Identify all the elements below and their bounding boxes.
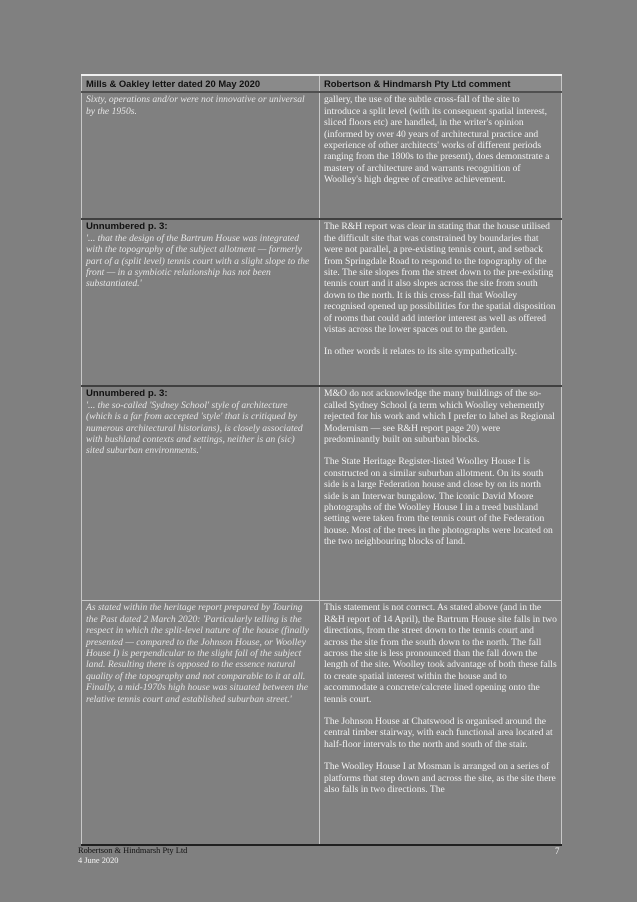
comment-paragraph: The State Heritage Register-listed Woolley House I is constructed on a similar suburban allotment. On its south side is a large Federation house and close by on its north side is an Interwar bungalow. The iconic David Moore photographs of the Woolley House I in a treed bushland setting were taken from the tennis court of the Federation house. Most of the trees in the photographs were located on the two neighbouring blocks of land. — [324, 456, 553, 548]
comment-paragraph: The Johnson House at Chatswood is organised around the central timber stairway, with each functional area located at half-floor intervals to the north and south of the stair. — [324, 716, 553, 750]
letter-excerpt-cell — [82, 386, 320, 601]
column-header-left: Mills & Oakley letter dated 20 May 2020 — [82, 75, 320, 92]
letter-excerpt-text: '... that the design of the Bartrum House was integrated with the topography of the subject allotment — formerly part of a (split level) tennis court with a slight slope to the front — in a symbiotic relationship has not been substantiated.' — [86, 232, 310, 290]
comment-paragraph: The R&H report was clear in stating that the house utilised the difficult site that was constrained by boundaries that were not parallel, a pre-existing tennis court, and setback from Springdale Road to respond to the topography of the site. The site slopes from the street down to the pre-existing tennis court and it also slopes across the site from south down to the north. It is this cross-fall that Woolley recognised opened up possibilities for the spatial disposition of rooms that could add interior interest as well as offered vistas across the lower spaces out to the garden. — [324, 221, 556, 336]
comment-cell — [320, 601, 562, 846]
comment-paragraph: In other words it relates to its site sympathetically. — [324, 346, 518, 358]
letter-excerpt-text: Sixty, operations and/or were not innovative or universal by the 1950s. — [86, 94, 305, 117]
comment-cell — [320, 386, 562, 601]
comment-paragraph: gallery, the use of the subtle cross-fall of the site to introduce a split level (with its consequent spatial interest, sliced floors etc) are handled, in the writer's opinion (informed by over 40 years of architectural practice and experience of other architects' works of different periods ranging from the 1800s to the present), does demonstrate a mastery of architecture and warrants recognition of Woolley's high degree of creative achievement. — [324, 94, 550, 186]
letter-excerpt-text: '... the so-called 'Sydney School' style of architecture (which is a far from accepted 'style' that is critiqued by numerous architectural historians), is closely associated with bushland contexts and settings, neither is an (sic) sited suburban environments.' — [86, 399, 303, 457]
page-reference: Unnumbered p. 3: — [86, 221, 168, 233]
table-header-row — [82, 75, 562, 92]
letter-excerpt-cell — [82, 92, 320, 219]
footer-company: Robertson & Hindmarsh Pty Ltd — [78, 846, 188, 855]
page-number: 7 — [555, 846, 560, 856]
comment-cell — [320, 92, 562, 219]
table-row — [82, 386, 562, 601]
table-row — [82, 219, 562, 386]
footer-date: 4 June 2020 — [78, 855, 119, 865]
page-reference: Unnumbered p. 3: — [86, 388, 168, 400]
comment-paragraph: This statement is not correct. As stated above (and in the R&H report of 14 April), the Bartrum House site falls in two directions, from the street down to the tennis court and across the site from the south down to the north. The fall across the site is less pronounced than the fall down the length of the site. Woolley took advantage of both these falls to create spatial interest within the house and to accommodate a concrete/calcrete lined opening onto the tennis court. — [324, 602, 557, 705]
comment-paragraph: M&O do not acknowledge the many buildings of the so-called Sydney School (a term which Woolley vehemently rejected for his work and which I prefer to label as Regional Modernism — see R&H report page 20) were predominantly built on suburban blocks. — [324, 388, 555, 446]
letter-excerpt-cell — [82, 219, 320, 386]
table-row — [82, 601, 562, 846]
comment-paragraph: The Woolley House I at Mosman is arranged on a series of platforms that step down and across the site, as the site there also falls in two directions. The — [324, 761, 556, 796]
comment-cell — [320, 219, 562, 386]
letter-excerpt-cell — [82, 601, 320, 846]
column-header-right: Robertson & Hindmarsh Pty Ltd comment — [320, 75, 562, 92]
page-footer — [78, 846, 187, 865]
comments-table — [81, 74, 562, 846]
table-row — [82, 92, 562, 219]
letter-excerpt-text: As stated within the heritage report prepared by Touring the Past dated 2 March 2020: 'Particularly telling is the respect in which the split-level nature of the house (finally presented — compared to the Johnson House, or Woolley House I) is perpendicular to the slight fall of the subject land. Resulting there is opposed to the essence natural quality of the topography and not comparable to it at all. Finally, a mid-1970s high house was situated between the relative tennis court and established suburban street.' — [86, 602, 309, 705]
